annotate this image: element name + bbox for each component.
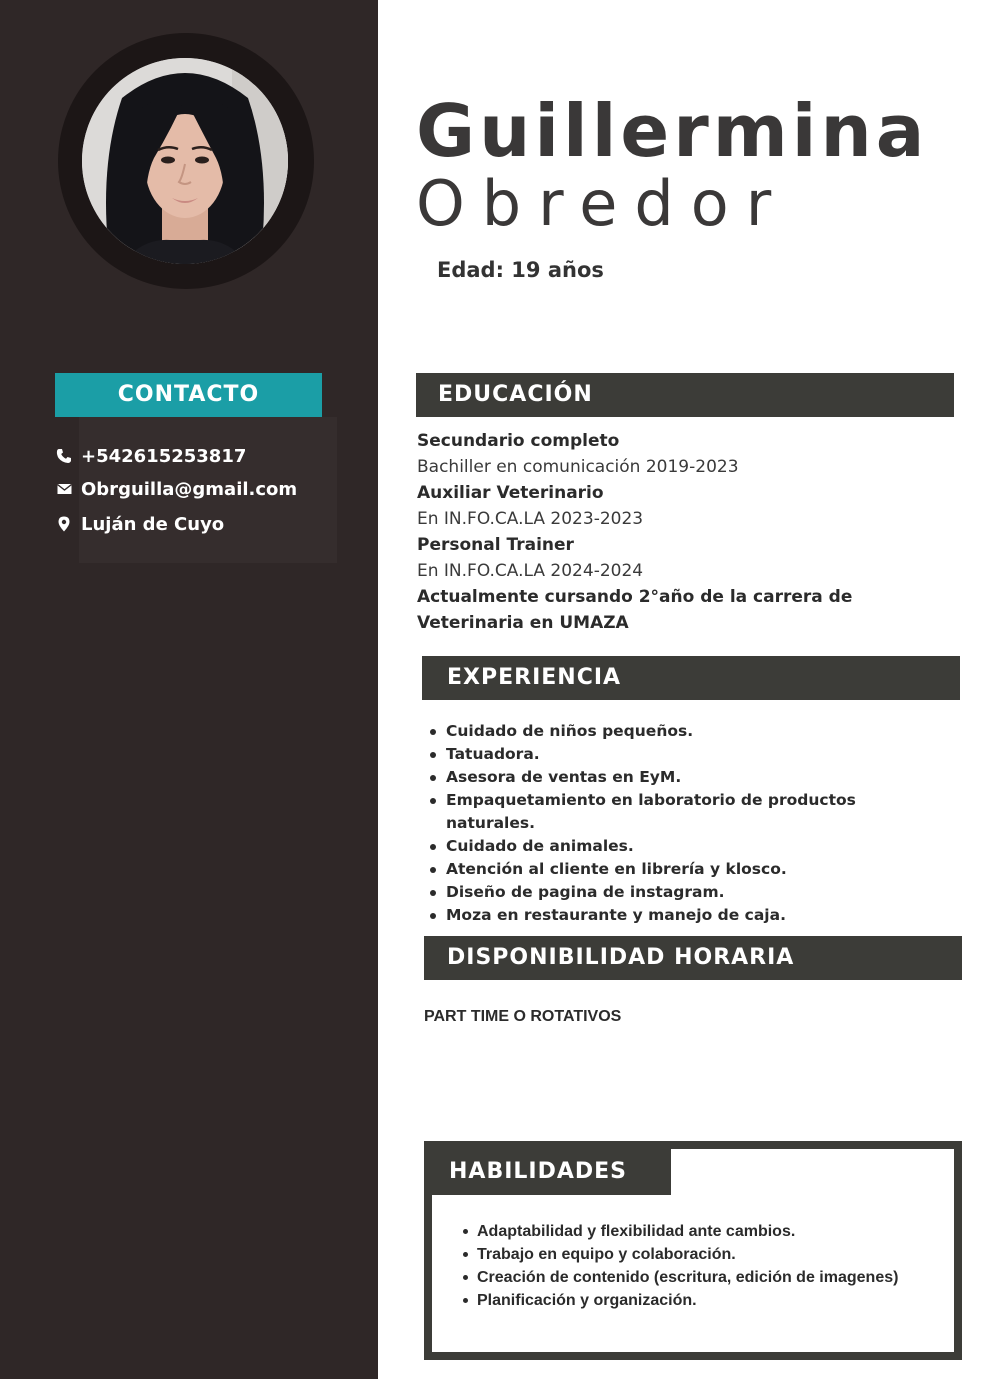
experience-item: Asesora de ventas en EyM. — [428, 766, 868, 789]
last-name: Obredor — [416, 167, 789, 240]
contact-phone-text: +542615253817 — [81, 445, 247, 467]
skill-item: Creación de contenido (escritura, edición de imagenes) — [462, 1266, 922, 1289]
skill-item: Planificación y organización. — [462, 1289, 922, 1312]
education-item-title: Secundario completo — [417, 431, 620, 451]
first-name: Guillermina — [416, 89, 929, 173]
skills-section-title: HABILIDADES — [424, 1149, 671, 1195]
contact-phone[interactable] — [55, 443, 246, 469]
skills-list — [462, 1220, 922, 1312]
mail-icon — [55, 480, 73, 498]
phone-icon — [55, 447, 73, 465]
location-pin-icon — [55, 515, 73, 533]
education-item-title: Auxiliar Veterinario — [417, 483, 604, 503]
profile-photo — [82, 58, 288, 264]
experience-item: Diseño de pagina de instagram. — [428, 881, 868, 904]
experience-item: Empaquetamiento en laboratorio de productos naturales. — [428, 789, 868, 835]
education-current: Actualmente cursando 2°año de la carrera de Veterinaria en UMAZA — [417, 587, 853, 633]
contact-email-text: Obrguilla@gmail.com — [81, 478, 298, 500]
experience-item: Moza en restaurante y manejo de caja. — [428, 904, 868, 927]
availability-value: PART TIME O ROTATIVOS — [424, 1008, 622, 1025]
availability-section-title: DISPONIBILIDAD HORARIA — [424, 936, 962, 980]
education-section-title: EDUCACIÓN — [416, 373, 954, 417]
education-item-detail: Bachiller en comunicación 2019-2023 — [417, 457, 739, 477]
education-item-title: Personal Trainer — [417, 535, 574, 555]
skill-item: Trabajo en equipo y colaboración. — [462, 1243, 922, 1266]
experience-item: Atención al cliente en librería y klosco. — [428, 858, 868, 881]
experience-item: Tatuadora. — [428, 743, 868, 766]
experience-item: Cuidado de niños pequeños. — [428, 720, 868, 743]
contact-location-text: Luján de Cuyo — [81, 513, 225, 535]
contact-location — [55, 511, 224, 537]
age: Edad: 19 años — [437, 258, 604, 282]
education-item-detail: En IN.FO.CA.LA 2024-2024 — [417, 561, 644, 581]
experience-section-title: EXPERIENCIA — [422, 656, 960, 700]
contact-email[interactable] — [55, 476, 297, 502]
experience-list — [428, 720, 868, 927]
contact-section-title: CONTACTO — [55, 373, 322, 417]
education-list — [417, 428, 897, 636]
education-item-detail: En IN.FO.CA.LA 2023-2023 — [417, 509, 644, 529]
skill-item: Adaptabilidad y flexibilidad ante cambios. — [462, 1220, 922, 1243]
experience-item: Cuidado de animales. — [428, 835, 868, 858]
